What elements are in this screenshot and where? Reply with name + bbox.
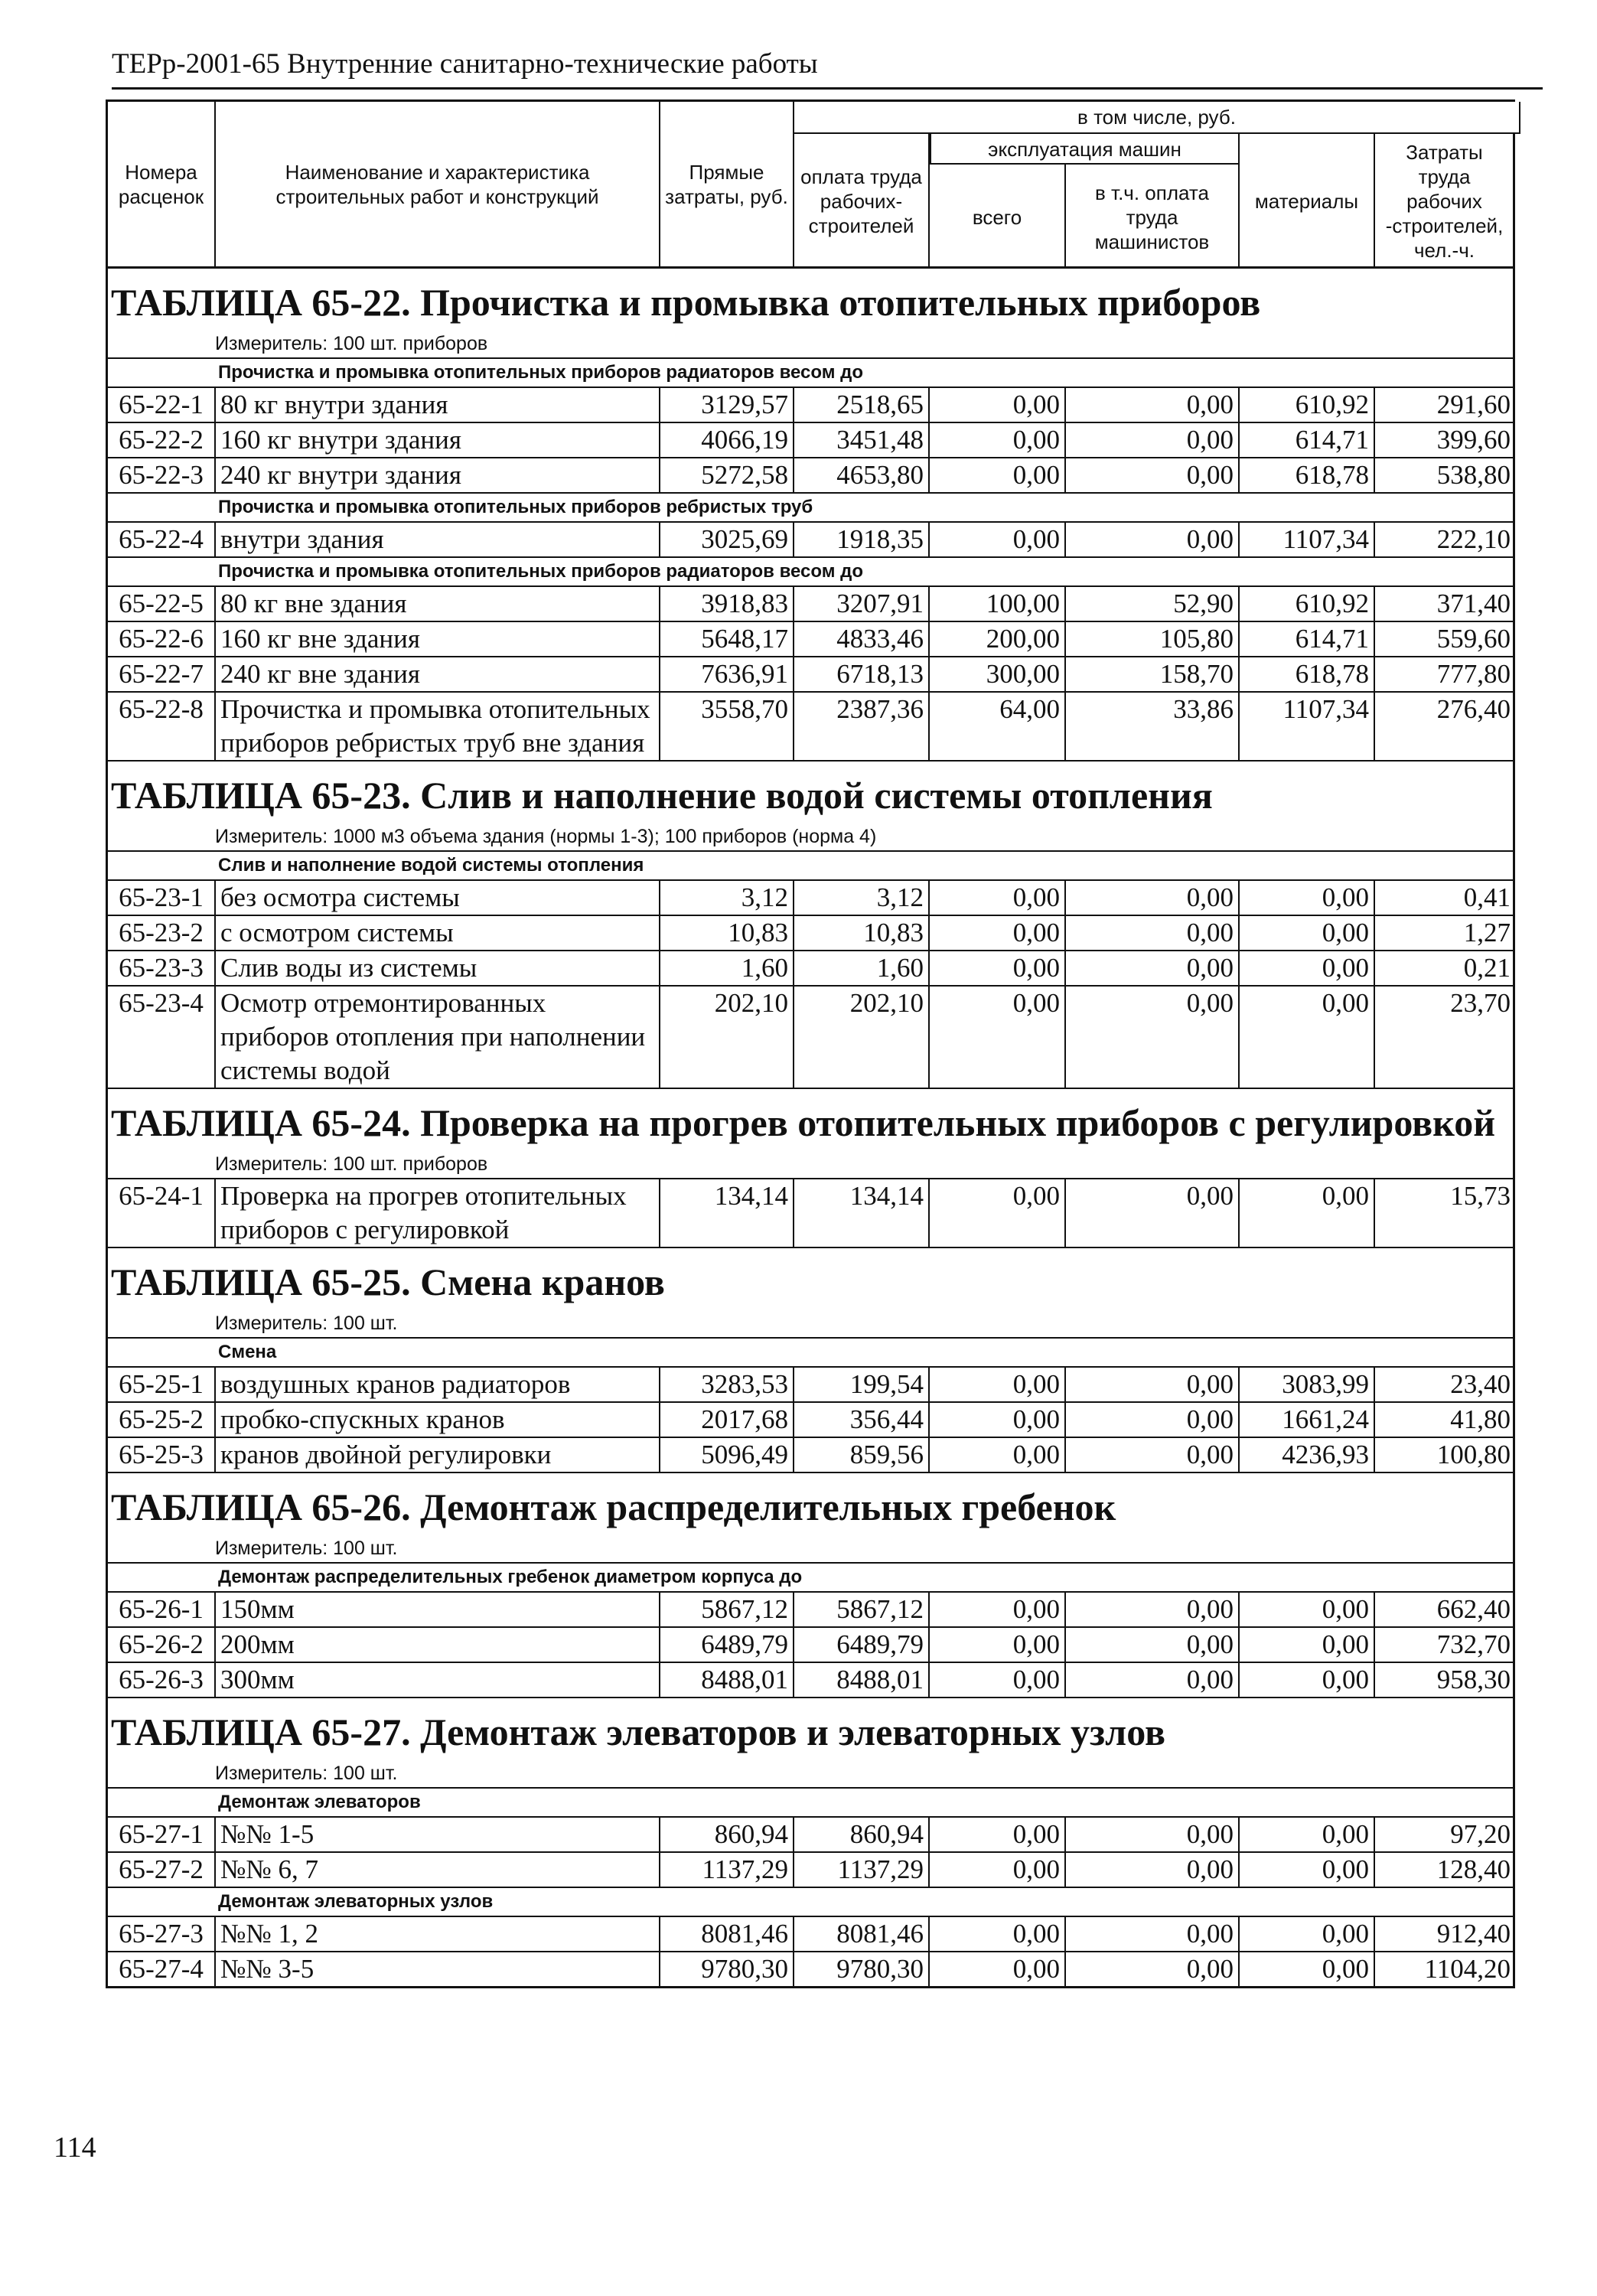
cell-code: 65-22-5 (108, 587, 216, 621)
cell-mach-labor: 0,00 (1066, 1593, 1240, 1626)
cell-code: 65-27-1 (108, 1818, 216, 1851)
cell-materials: 0,00 (1240, 1853, 1375, 1887)
cell-direct: 5867,12 (660, 1593, 794, 1626)
cell-code: 65-22-3 (108, 458, 216, 492)
cell-labor: 860,94 (794, 1818, 930, 1851)
cell-labor: 199,54 (794, 1368, 930, 1401)
group-label: Прочистка и промывка отопительных приборов ребристых труб (108, 494, 1513, 523)
table-row (108, 1368, 1513, 1403)
incl-header: в том числе, руб. (794, 102, 1520, 134)
cell-materials: 618,78 (1240, 657, 1375, 691)
cell-mach-labor: 0,00 (1066, 1818, 1240, 1851)
cell-mach-total: 0,00 (930, 523, 1066, 556)
cell-labor: 356,44 (794, 1403, 930, 1437)
cell-labor: 6489,79 (794, 1628, 930, 1662)
cell-mach-total: 0,00 (930, 1853, 1066, 1887)
cell-code: 65-27-4 (108, 1952, 216, 1986)
unit-label: Измеритель: 1000 м3 объема здания (нормы 1-3); 100 приборов (норма 4) (108, 823, 1513, 852)
cell-materials: 614,71 (1240, 622, 1375, 656)
cell-code: 65-23-2 (108, 916, 216, 950)
cell-code: 65-22-7 (108, 657, 216, 691)
cell-hours: 128,40 (1436, 1854, 1511, 1884)
table-row (108, 1179, 1513, 1248)
cell-hours: 100,80 (1436, 1440, 1511, 1469)
cell-name: кранов двойной регулировки (216, 1438, 660, 1472)
cell-hours: 1104,20 (1424, 1954, 1511, 1984)
cell-code: 65-22-2 (108, 423, 216, 457)
table-row (108, 1853, 1513, 1888)
cell-hours: 662,40 (1436, 1594, 1511, 1624)
cell-direct: 8488,01 (660, 1663, 794, 1697)
cell-direct: 4066,19 (660, 423, 794, 457)
cell-mach-total: 0,00 (930, 987, 1066, 1088)
cell-code: 65-27-2 (108, 1853, 216, 1887)
cell-labor: 4833,46 (794, 622, 930, 656)
table-row (108, 1663, 1513, 1698)
cell-mach-labor: 158,70 (1066, 657, 1240, 691)
table-row (108, 1403, 1513, 1438)
cell-direct: 5272,58 (660, 458, 794, 492)
table-title: ТАБЛИЦА 65-22. Прочистка и промывка отопительных приборов (111, 281, 1261, 324)
cell-hours: 958,30 (1436, 1665, 1511, 1694)
cell-name: 160 кг вне здания (216, 622, 660, 656)
cell-direct: 5648,17 (660, 622, 794, 656)
cell-direct: 3129,57 (660, 388, 794, 422)
table-row (108, 388, 1513, 423)
cell-direct: 3,12 (660, 881, 794, 915)
table-row (108, 1818, 1513, 1853)
page-header: ТЕРр-2001-65 Внутренние санитарно-технические работы (112, 47, 1543, 90)
cell-code: 65-25-1 (108, 1368, 216, 1401)
table-title: ТАБЛИЦА 65-23. Слив и наполнение водой системы отопления (111, 774, 1213, 817)
cell-name: 240 кг вне здания (216, 657, 660, 691)
cell-mach-labor: 105,80 (1066, 622, 1240, 656)
cell-mach-total: 0,00 (930, 1952, 1066, 1986)
cell-materials: 0,00 (1240, 1179, 1375, 1247)
cell-code: 65-22-8 (108, 693, 216, 760)
cell-mach-labor: 0,00 (1066, 987, 1240, 1088)
table-row (108, 657, 1513, 693)
cell-code: 65-23-4 (108, 987, 216, 1088)
cell-mach-labor: 52,90 (1066, 587, 1240, 621)
cell-labor: 1137,29 (794, 1853, 930, 1887)
cell-mach-labor: 0,00 (1066, 1368, 1240, 1401)
cell-mach-total: 0,00 (930, 951, 1066, 985)
cell-code: 65-27-3 (108, 1917, 216, 1951)
table-row (108, 1917, 1513, 1952)
cell-materials: 0,00 (1240, 1818, 1375, 1851)
cell-mach-labor: 0,00 (1066, 1403, 1240, 1437)
cell-direct: 6489,79 (660, 1628, 794, 1662)
cell-labor: 134,14 (794, 1179, 930, 1247)
cell-materials: 0,00 (1240, 1593, 1375, 1626)
group-label: Демонтаж элеваторных узлов (108, 1888, 1513, 1917)
cell-mach-labor: 0,00 (1066, 388, 1240, 422)
table-row (108, 1628, 1513, 1663)
cell-mach-labor: 0,00 (1066, 1179, 1240, 1247)
cell-labor: 3207,91 (794, 587, 930, 621)
cell-direct: 3918,83 (660, 587, 794, 621)
cell-name: Проверка на прогрев отопительных приборов с регулировкой (216, 1179, 660, 1247)
cell-mach-total: 64,00 (930, 693, 1066, 760)
cell-name: Прочистка и промывка отопительных приборов ребристых труб вне здания (216, 693, 660, 760)
table-row (108, 1593, 1513, 1628)
cell-name: 160 кг внутри здания (216, 423, 660, 457)
cell-hours: 732,70 (1436, 1629, 1511, 1659)
cell-direct: 134,14 (660, 1179, 794, 1247)
cell-hours: 15,73 (1450, 1181, 1511, 1211)
cell-name: №№ 1, 2 (216, 1917, 660, 1951)
cell-name: 80 кг вне здания (216, 587, 660, 621)
cell-mach-labor: 0,00 (1066, 1663, 1240, 1697)
cell-code: 65-23-1 (108, 881, 216, 915)
table-row (108, 951, 1513, 987)
cell-name: 80 кг внутри здания (216, 388, 660, 422)
cell-mach-labor: 0,00 (1066, 458, 1240, 492)
cell-labor: 5867,12 (794, 1593, 930, 1626)
cell-labor: 10,83 (794, 916, 930, 950)
cell-labor: 3451,48 (794, 423, 930, 457)
cell-mach-total: 0,00 (930, 458, 1066, 492)
cell-hours: 23,70 (1450, 988, 1511, 1018)
cell-mach-total: 0,00 (930, 1818, 1066, 1851)
column-header (108, 102, 1513, 269)
group-label: Слив и наполнение водой системы отопления (108, 852, 1513, 881)
table-title: ТАБЛИЦА 65-24. Проверка на прогрев отопительных приборов с регулировкой (111, 1101, 1496, 1144)
cell-mach-labor: 0,00 (1066, 1952, 1240, 1986)
cell-code: 65-24-1 (108, 1179, 216, 1247)
cell-hours: 559,60 (1436, 624, 1511, 654)
cell-direct: 2017,68 (660, 1403, 794, 1437)
cell-mach-labor: 0,00 (1066, 1853, 1240, 1887)
cell-direct: 3025,69 (660, 523, 794, 556)
cell-name: 200мм (216, 1628, 660, 1662)
group-label: Демонтаж элеваторов (108, 1789, 1513, 1818)
cell-direct: 1,60 (660, 951, 794, 985)
cell-mach-labor: 0,00 (1066, 916, 1240, 950)
group-label: Смена (108, 1339, 1513, 1368)
tables-container (108, 269, 1513, 1986)
col-name-header: Наименование и характеристика строительных работ и конструкций (216, 102, 660, 266)
cell-labor: 6718,13 (794, 657, 930, 691)
cell-materials: 0,00 (1240, 1952, 1375, 1986)
cell-hours: 0,21 (1463, 953, 1511, 983)
cell-materials: 0,00 (1240, 1663, 1375, 1697)
cell-direct: 9780,30 (660, 1952, 794, 1986)
unit-label: Измеритель: 100 шт. (108, 1534, 1513, 1564)
cell-code: 65-26-3 (108, 1663, 216, 1697)
cell-mach-total: 0,00 (930, 1593, 1066, 1626)
cell-mach-total: 0,00 (930, 423, 1066, 457)
col-mach-labor-header: в т.ч. оплата труда машинистов (1066, 102, 1240, 266)
cell-materials: 0,00 (1240, 881, 1375, 915)
cell-labor: 2518,65 (794, 388, 930, 422)
cell-materials: 3083,99 (1240, 1368, 1375, 1401)
cell-name: №№ 3-5 (216, 1952, 660, 1986)
cell-mach-total: 0,00 (930, 1917, 1066, 1951)
cell-code: 65-25-3 (108, 1438, 216, 1472)
table-row (108, 622, 1513, 657)
table-title: ТАБЛИЦА 65-26. Демонтаж распределительных гребенок (111, 1486, 1116, 1528)
cell-labor: 4653,80 (794, 458, 930, 492)
cell-code: 65-22-1 (108, 388, 216, 422)
cell-mach-total: 0,00 (930, 1628, 1066, 1662)
cell-code: 65-23-3 (108, 951, 216, 985)
cell-mach-total: 0,00 (930, 1438, 1066, 1472)
cell-code: 65-22-6 (108, 622, 216, 656)
col-labor-header: оплата труда рабочих-строителей (794, 102, 930, 266)
cell-hours: 371,40 (1436, 589, 1511, 618)
unit-label: Измеритель: 100 шт. (108, 1760, 1513, 1789)
cell-direct: 202,10 (660, 987, 794, 1088)
cell-code: 65-25-2 (108, 1403, 216, 1437)
cell-labor: 8488,01 (794, 1663, 930, 1697)
cell-hours: 291,60 (1436, 390, 1511, 419)
cell-mach-total: 0,00 (930, 388, 1066, 422)
cell-name: Слив воды из системы (216, 951, 660, 985)
cell-code: 65-26-2 (108, 1628, 216, 1662)
cell-mach-labor: 0,00 (1066, 951, 1240, 985)
table-row (108, 423, 1513, 458)
cell-name: пробко-спускных кранов (216, 1403, 660, 1437)
table-row (108, 881, 1513, 916)
cell-hours: 538,80 (1436, 460, 1511, 490)
cell-materials: 0,00 (1240, 951, 1375, 985)
cell-code: 65-26-1 (108, 1593, 216, 1626)
cell-direct: 10,83 (660, 916, 794, 950)
cell-direct: 5096,49 (660, 1438, 794, 1472)
cell-hours: 1,27 (1463, 918, 1511, 947)
cell-labor: 8081,46 (794, 1917, 930, 1951)
col-code-header: Номера расценок (108, 102, 216, 266)
col-direct-header: Прямые затраты, руб. (660, 102, 794, 266)
table-row (108, 458, 1513, 494)
cell-mach-labor: 0,00 (1066, 523, 1240, 556)
table-row (108, 916, 1513, 951)
table-row (108, 1952, 1513, 1986)
cell-name: 300мм (216, 1663, 660, 1697)
cell-materials: 4236,93 (1240, 1438, 1375, 1472)
cell-direct: 7636,91 (660, 657, 794, 691)
cell-materials: 614,71 (1240, 423, 1375, 457)
cell-mach-total: 0,00 (930, 1663, 1066, 1697)
table-row (108, 1438, 1513, 1473)
cell-mach-total: 0,00 (930, 916, 1066, 950)
group-label: Прочистка и промывка отопительных приборов радиаторов весом до (108, 359, 1513, 388)
cell-labor: 1,60 (794, 951, 930, 985)
table-title: ТАБЛИЦА 65-27. Демонтаж элеваторов и элеваторных узлов (111, 1711, 1165, 1753)
cell-hours: 222,10 (1436, 524, 1511, 554)
col-materials-header: материалы (1240, 102, 1375, 266)
unit-label: Измеритель: 100 шт. (108, 1309, 1513, 1339)
cell-name: внутри здания (216, 523, 660, 556)
cell-code: 65-22-4 (108, 523, 216, 556)
cell-mach-labor: 0,00 (1066, 1438, 1240, 1472)
cell-mach-total: 0,00 (930, 1179, 1066, 1247)
cell-mach-total: 100,00 (930, 587, 1066, 621)
cell-hours: 0,41 (1463, 882, 1511, 912)
cell-hours: 23,40 (1450, 1369, 1511, 1399)
cell-name: без осмотра системы (216, 881, 660, 915)
cell-mach-total: 0,00 (930, 881, 1066, 915)
cell-materials: 618,78 (1240, 458, 1375, 492)
cell-hours: 912,40 (1436, 1919, 1511, 1949)
col-hours-header: Затраты труда рабочих -строителей, чел.-ч. (1375, 102, 1515, 266)
rates-sheet (106, 99, 1515, 1988)
cell-direct: 3283,53 (660, 1368, 794, 1401)
cell-hours: 97,20 (1450, 1819, 1511, 1849)
table-row (108, 987, 1513, 1089)
cell-hours: 41,80 (1450, 1404, 1511, 1434)
cell-labor: 2387,36 (794, 693, 930, 760)
cell-direct: 8081,46 (660, 1917, 794, 1951)
cell-mach-labor: 0,00 (1066, 1917, 1240, 1951)
cell-direct: 1137,29 (660, 1853, 794, 1887)
cell-direct: 3558,70 (660, 693, 794, 760)
group-label: Прочистка и промывка отопительных приборов радиаторов весом до (108, 558, 1513, 587)
table-title: ТАБЛИЦА 65-25. Смена кранов (111, 1261, 665, 1303)
cell-name: 240 кг внутри здания (216, 458, 660, 492)
cell-mach-labor: 33,86 (1066, 693, 1240, 760)
cell-hours: 276,40 (1436, 694, 1511, 724)
cell-labor: 9780,30 (794, 1952, 930, 1986)
cell-materials: 1661,24 (1240, 1403, 1375, 1437)
cell-name: воздушных кранов радиаторов (216, 1368, 660, 1401)
cell-labor: 202,10 (794, 987, 930, 1088)
cell-mach-total: 300,00 (930, 657, 1066, 691)
cell-materials: 0,00 (1240, 1628, 1375, 1662)
cell-mach-total: 200,00 (930, 622, 1066, 656)
cell-materials: 610,92 (1240, 388, 1375, 422)
cell-materials: 0,00 (1240, 987, 1375, 1088)
page-number: 114 (54, 2131, 96, 2164)
cell-mach-labor: 0,00 (1066, 881, 1240, 915)
cell-hours: 399,60 (1436, 425, 1511, 455)
cell-mach-total: 0,00 (930, 1403, 1066, 1437)
cell-mach-labor: 0,00 (1066, 1628, 1240, 1662)
cell-mach-total: 0,00 (930, 1368, 1066, 1401)
cell-labor: 859,56 (794, 1438, 930, 1472)
cell-name: 150мм (216, 1593, 660, 1626)
cell-name: №№ 1-5 (216, 1818, 660, 1851)
cell-materials: 610,92 (1240, 587, 1375, 621)
table-row (108, 693, 1513, 762)
group-label: Демонтаж распределительных гребенок диаметром корпуса до (108, 1564, 1513, 1593)
machines-header: эксплуатация машин (930, 134, 1240, 165)
unit-label: Измеритель: 100 шт. приборов (108, 330, 1513, 359)
cell-mach-labor: 0,00 (1066, 423, 1240, 457)
cell-hours: 777,80 (1436, 659, 1511, 689)
cell-materials: 0,00 (1240, 1917, 1375, 1951)
cell-name: с осмотром системы (216, 916, 660, 950)
unit-label: Измеритель: 100 шт. приборов (108, 1150, 1513, 1179)
cell-materials: 0,00 (1240, 916, 1375, 950)
cell-materials: 1107,34 (1240, 523, 1375, 556)
table-row (108, 587, 1513, 622)
cell-labor: 1918,35 (794, 523, 930, 556)
cell-materials: 1107,34 (1240, 693, 1375, 760)
table-row (108, 523, 1513, 558)
cell-direct: 860,94 (660, 1818, 794, 1851)
cell-name: Осмотр отремонтированных приборов отопления при наполнении системы водой (216, 987, 660, 1088)
col-mach-total-header: всего (930, 102, 1066, 266)
cell-labor: 3,12 (794, 881, 930, 915)
cell-name: №№ 6, 7 (216, 1853, 660, 1887)
